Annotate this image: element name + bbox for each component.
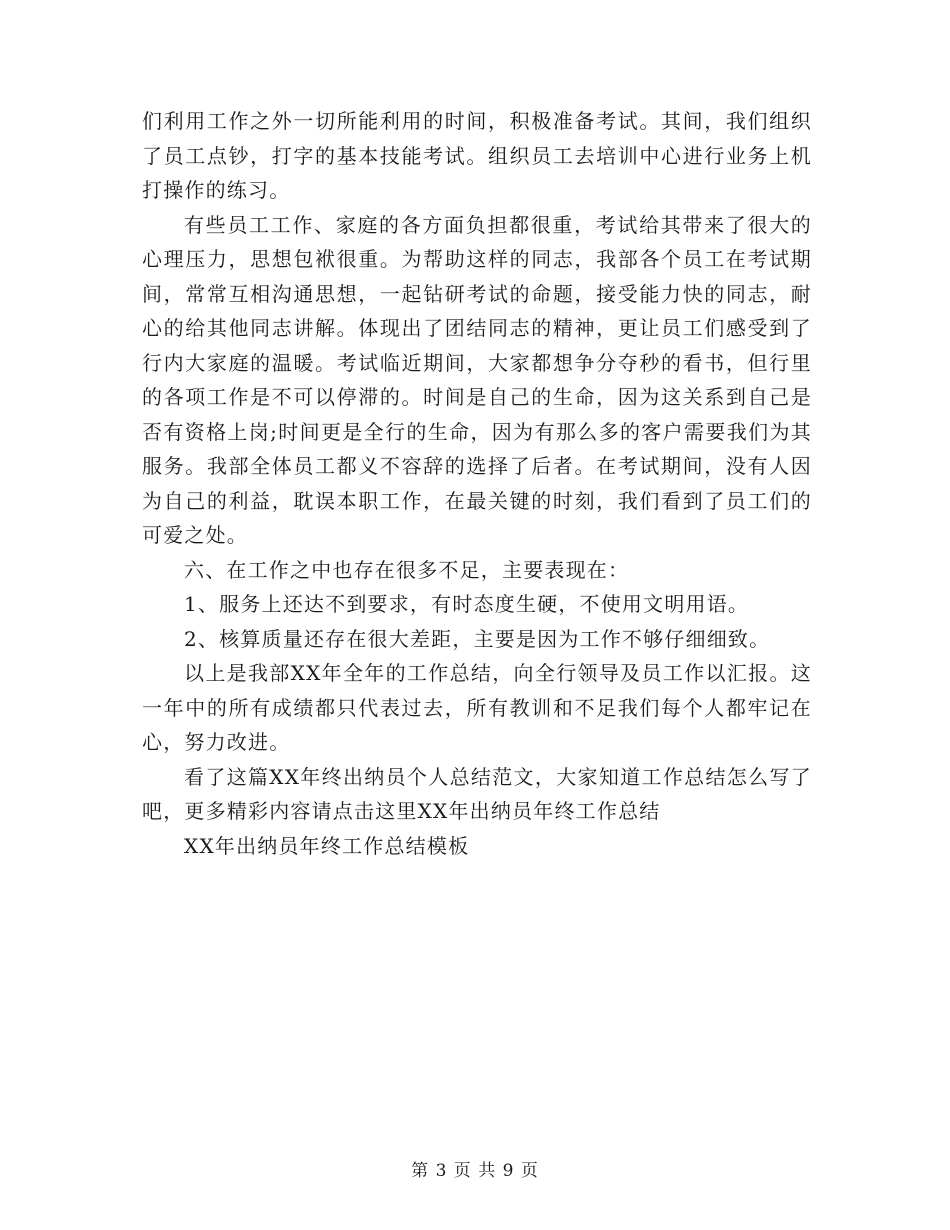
paragraph-exam-pressure: 有些员工工作、家庭的各方面负担都很重，考试给其带来了很大的心理压力，思想包袱很重。为帮助这样的同志，我部各个员工在考试期间，常常互相沟通思想，一起钻研考试的命题，接受能力快的同志，耐心的给其他同志讲解。体现出了团结同志的精神，更让员工们感受到了行内大家庭的温暖。考试临近期间，大家都想争分夺秒的看书，但行里的各项工作是不可以停滞的。时间是自己的生命，因为这关系到自己是否有资格上岗;时间更是全行的生命，因为有那么多的客户需要我们为其服务。我部全体员工都义不容辞的选择了后者。在考试期间，没有人因为自己的利益，耽误本职工作，在最关键的时刻，我们看到了员工们的可爱之处。 <box>142 212 812 547</box>
paragraph-conclusion: 以上是我部XX年全年的工作总结，向全行领导及员工作以汇报。这一年中的所有成绩都只代表过去，所有教训和不足我们每个人都牢记在心，努力改进。 <box>142 661 812 754</box>
paragraph-template-title: XX年出纳员年终工作总结模板 <box>184 833 470 858</box>
paragraph-read-more: 看了这篇XX年终出纳员个人总结范文，大家知道工作总结怎么写了吧，更多精彩内容请点击这里XX年出纳员年终工作总结 <box>142 764 812 823</box>
paragraph-section-six-heading: 六、在工作之中也存在很多不足，主要表现在： <box>184 557 630 582</box>
paragraph-shortcoming-2: 2、核算质量还存在很大差距，主要是因为工作不够仔细细致。 <box>184 626 771 651</box>
page-number: 第 3 页 共 9 页 <box>411 1161 539 1181</box>
document-body <box>142 104 812 863</box>
paragraph-continued: 们利用工作之外一切所能利用的时间，积极准备考试。其间，我们组织了员工点钞，打字的基本技能考试。组织员工去培训中心进行业务上机打操作的练习。 <box>142 109 812 202</box>
paragraph-shortcoming-1: 1、服务上还达不到要求，有时态度生硬，不使用文明用语。 <box>184 592 750 616</box>
